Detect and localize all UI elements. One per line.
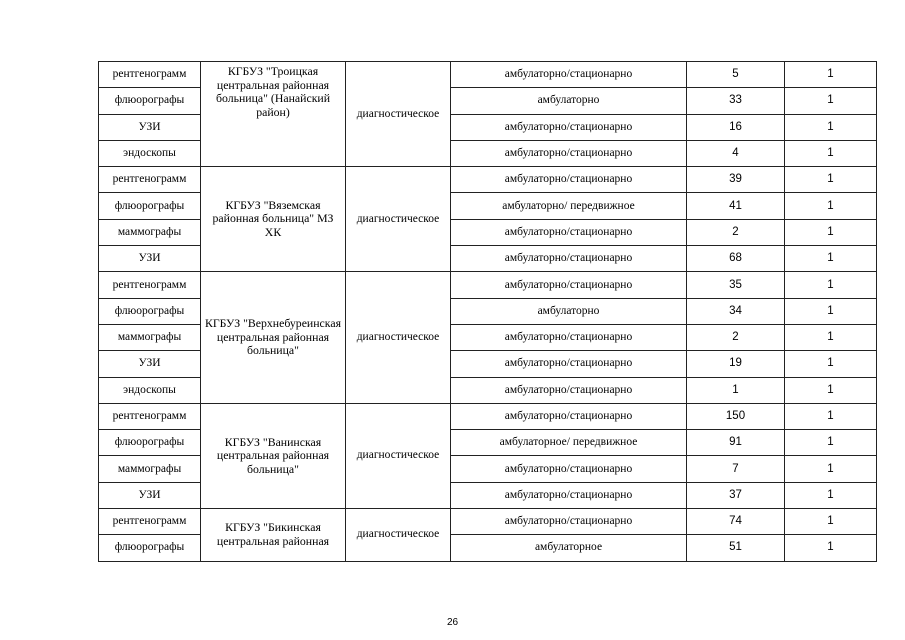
quantity-cell: 1 <box>785 193 877 219</box>
quantity-cell: 1 <box>785 246 877 272</box>
service-mode-cell: амбулаторно/стационарно <box>451 140 687 166</box>
organization-cell <box>201 509 346 562</box>
quantity-cell: 1 <box>785 403 877 429</box>
service-mode-cell: амбулаторное <box>451 535 687 561</box>
activity-cell: диагностическое <box>346 272 451 403</box>
table-row <box>99 403 877 429</box>
count-cell: 1 <box>687 377 785 403</box>
organization-name: КГБУЗ "Верхнебуреинская центральная районная больница" <box>204 316 342 358</box>
service-mode-cell: амбулаторно/стационарно <box>451 114 687 140</box>
service-mode-cell: амбулаторно/стационарно <box>451 403 687 429</box>
equipment-cell: эндоскопы <box>99 377 201 403</box>
equipment-cell: флюорографы <box>99 298 201 324</box>
count-cell: 41 <box>687 193 785 219</box>
quantity-cell: 1 <box>785 482 877 508</box>
equipment-cell: рентгенограмм <box>99 403 201 429</box>
service-mode-cell: амбулаторное/ передвижное <box>451 430 687 456</box>
service-mode-cell: амбулаторно <box>451 88 687 114</box>
table-row <box>99 272 877 298</box>
count-cell: 5 <box>687 62 785 88</box>
organization-name: КГБУЗ "Ванинская центральная районная больница" <box>216 434 330 476</box>
activity-cell: диагностическое <box>346 509 451 562</box>
quantity-cell: 1 <box>785 114 877 140</box>
service-mode-cell: амбулаторно/стационарно <box>451 456 687 482</box>
service-mode-cell: амбулаторно/стационарно <box>451 167 687 193</box>
table-row <box>99 509 877 535</box>
activity-cell: диагностическое <box>346 403 451 508</box>
equipment-cell: флюорографы <box>99 430 201 456</box>
count-cell: 19 <box>687 351 785 377</box>
page-number: 26 <box>446 617 459 628</box>
organization-name: КГБУЗ "Вяземская районная больница" МЗ ХК <box>212 197 334 240</box>
count-cell: 33 <box>687 88 785 114</box>
service-mode-cell: амбулаторно/стационарно <box>451 62 687 88</box>
quantity-cell: 1 <box>785 535 877 561</box>
equipment-cell: УЗИ <box>99 482 201 508</box>
equipment-cell: маммографы <box>99 219 201 245</box>
quantity-cell: 1 <box>785 377 877 403</box>
equipment-cell: УЗИ <box>99 246 201 272</box>
service-mode-cell: амбулаторно/стационарно <box>451 219 687 245</box>
activity-cell: диагностическое <box>346 62 451 167</box>
equipment-table-body <box>99 62 877 562</box>
quantity-cell: 1 <box>785 430 877 456</box>
equipment-cell: рентгенограмм <box>99 62 201 88</box>
table-row <box>99 62 877 88</box>
count-cell: 2 <box>687 324 785 350</box>
organization-cell <box>201 272 346 403</box>
equipment-table <box>98 61 877 562</box>
organization-name: КГБУЗ "Троицкая центральная районная больница" (Нанайский район) <box>215 63 331 119</box>
service-mode-cell: амбулаторно/стационарно <box>451 377 687 403</box>
service-mode-cell: амбулаторно/стационарно <box>451 482 687 508</box>
service-mode-cell: амбулаторно/стационарно <box>451 509 687 535</box>
quantity-cell: 1 <box>785 456 877 482</box>
count-cell: 91 <box>687 430 785 456</box>
count-cell: 37 <box>687 482 785 508</box>
equipment-cell: флюорографы <box>99 88 201 114</box>
equipment-cell: рентгенограмм <box>99 509 201 535</box>
organization-cell <box>201 62 346 167</box>
equipment-cell: УЗИ <box>99 351 201 377</box>
service-mode-cell: амбулаторно/стационарно <box>451 324 687 350</box>
service-mode-cell: амбулаторно/ передвижное <box>451 193 687 219</box>
quantity-cell: 1 <box>785 140 877 166</box>
equipment-cell: УЗИ <box>99 114 201 140</box>
equipment-cell: флюорографы <box>99 193 201 219</box>
quantity-cell: 1 <box>785 219 877 245</box>
service-mode-cell: амбулаторно/стационарно <box>451 272 687 298</box>
count-cell: 4 <box>687 140 785 166</box>
table-row <box>99 167 877 193</box>
quantity-cell: 1 <box>785 351 877 377</box>
count-cell: 2 <box>687 219 785 245</box>
service-mode-cell: амбулаторно <box>451 298 687 324</box>
count-cell: 7 <box>687 456 785 482</box>
equipment-cell: маммографы <box>99 324 201 350</box>
quantity-cell: 1 <box>785 272 877 298</box>
quantity-cell: 1 <box>785 62 877 88</box>
organization-cell <box>201 167 346 272</box>
count-cell: 39 <box>687 167 785 193</box>
count-cell: 35 <box>687 272 785 298</box>
organization-cell <box>201 403 346 508</box>
activity-cell: диагностическое <box>346 167 451 272</box>
count-cell: 51 <box>687 535 785 561</box>
organization-name: КГБУЗ "Бикинская центральная районная <box>216 520 330 548</box>
equipment-cell: эндоскопы <box>99 140 201 166</box>
equipment-cell: рентгенограмм <box>99 167 201 193</box>
service-mode-cell: амбулаторно/стационарно <box>451 351 687 377</box>
count-cell: 34 <box>687 298 785 324</box>
quantity-cell: 1 <box>785 298 877 324</box>
quantity-cell: 1 <box>785 88 877 114</box>
quantity-cell: 1 <box>785 167 877 193</box>
quantity-cell: 1 <box>785 509 877 535</box>
service-mode-cell: амбулаторно/стационарно <box>451 246 687 272</box>
equipment-cell: флюорографы <box>99 535 201 561</box>
count-cell: 74 <box>687 509 785 535</box>
count-cell: 16 <box>687 114 785 140</box>
count-cell: 150 <box>687 403 785 429</box>
count-cell: 68 <box>687 246 785 272</box>
quantity-cell: 1 <box>785 324 877 350</box>
equipment-cell: маммографы <box>99 456 201 482</box>
equipment-cell: рентгенограмм <box>99 272 201 298</box>
